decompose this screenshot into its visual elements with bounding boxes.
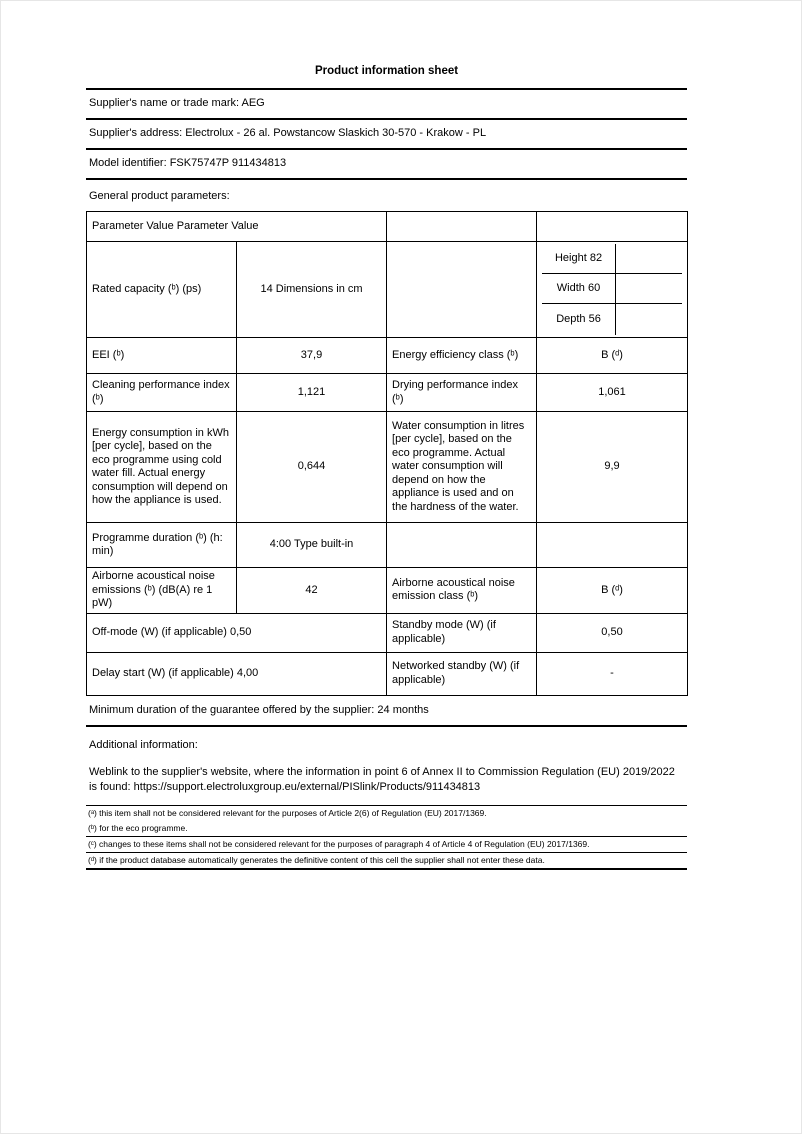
energy-class-value-cell: B (ᵈ) (537, 338, 688, 374)
water-consumption-value-cell: 9,9 (537, 412, 688, 523)
energy-consumption-value-cell: 0,644 (237, 412, 387, 523)
supplier-name-line: Supplier's name or trade mark: AEG (89, 97, 265, 109)
standby-mode-label-cell: Standby mode (W) (if applicable) (387, 613, 537, 652)
noise-emissions-value-cell: 42 (237, 568, 387, 614)
drying-index-label-cell: Drying performance index (ᵇ) (387, 374, 537, 412)
guarantee-line: Minimum duration of the guarantee offered by the supplier: 24 months (89, 703, 429, 716)
rated-capacity-row (87, 242, 688, 338)
rated-capacity-value-cell: 14 Dimensions in cm (237, 242, 387, 338)
programme-duration-value-cell: 4:00 Type built-in (237, 523, 387, 568)
general-parameters-table (86, 211, 688, 696)
supplier-address-line: Supplier's address: Electrolux - 26 al. Powstancow Slaskich 30-570 - Krakow - PL (89, 127, 487, 139)
off-mode-label-cell: Off-mode (W) (if applicable) 0,50 (87, 613, 387, 652)
eei-label-cell: EEI (ᵇ) (87, 338, 237, 374)
eei-value-cell: 37,9 (237, 338, 387, 374)
document-content (86, 1, 687, 870)
noise-class-label-cell: Airborne acoustical noise emission class (ᵇ) (387, 568, 537, 614)
programme-duration-label-cell: Programme duration (ᵇ) (h: min) (87, 523, 237, 568)
empty-cell (537, 212, 688, 242)
model-identifier-line: Model identifier: FSK75747P 911434813 (89, 157, 287, 169)
cleaning-index-row (87, 374, 688, 412)
table-header-row (87, 212, 688, 242)
cleaning-index-value-cell: 1,121 (237, 374, 387, 412)
dimension-width-label: Width 60 (542, 274, 616, 303)
general-parameters-heading: General product parameters: (89, 190, 230, 202)
empty-cell (387, 242, 537, 338)
additional-information-heading: Additional information: (89, 738, 198, 751)
water-consumption-label-cell: Water consumption in litres [per cycle], based on the eco programme. Actual water consumption will depend on how the appliance is used and on the hardness of the water. (387, 412, 537, 523)
networked-standby-value-cell: - (537, 652, 688, 695)
empty-cell (387, 212, 537, 242)
dimension-row-width (542, 274, 682, 304)
dimensions-cell (537, 242, 688, 338)
delay-start-label-cell: Delay start (W) (if applicable) 4,00 (87, 652, 387, 695)
noise-emissions-row (87, 568, 688, 614)
divider (86, 868, 687, 870)
standby-mode-value-cell: 0,50 (537, 613, 688, 652)
noise-emissions-label-cell: Airborne acoustical noise emissions (ᵇ) (dB(A) re 1 pW) (87, 568, 237, 614)
empty-cell (537, 523, 688, 568)
programme-duration-row (87, 523, 688, 568)
table-header-cell: Parameter Value Parameter Value (87, 212, 387, 242)
cleaning-index-label-cell: Cleaning performance index (ᵇ) (87, 374, 237, 412)
noise-class-value-cell: B (ᵈ) (537, 568, 688, 614)
off-mode-row (87, 613, 688, 652)
dimension-height-value (616, 244, 682, 273)
document-title: Product information sheet (314, 65, 459, 77)
dimension-width-value (616, 274, 682, 303)
empty-cell (387, 523, 537, 568)
energy-consumption-label-cell: Energy consumption in kWh [per cycle], based on the eco programme using cold water fill. Actual energy consumption will depend on how the appliance is used. (87, 412, 237, 523)
dimension-depth-label: Depth 56 (542, 304, 616, 335)
energy-consumption-row (87, 412, 688, 523)
dimension-row-height (542, 244, 682, 274)
eei-row (87, 338, 688, 374)
footnotes-section (86, 806, 687, 868)
weblink-paragraph (89, 765, 684, 795)
footnote-d: (ᵈ) if the product database automatically generates the definitive content of this cell the supplier shall not enter these data. (88, 854, 545, 865)
weblink-intro-text: Weblink to the supplier's website, where the information in point 6 of Annex II to Commission Regulation (EU) 2019/2022 is found: (89, 765, 675, 793)
drying-index-value-cell: 1,061 (537, 374, 688, 412)
footnote-a: (ᵃ) this item shall not be considered relevant for the purposes of Article 2(6) of Regulation (EU) 2017/1369. (88, 807, 487, 818)
rated-capacity-label-cell: Rated capacity (ᵇ) (ps) (87, 242, 237, 338)
dimension-row-depth (542, 304, 682, 335)
footnote-b: (ᵇ) for the eco programme. (88, 822, 188, 833)
footnote-c: (ᶜ) changes to these items shall not be considered relevant for the purposes of paragraph 4 of Article 4 of Regulation (EU) 2017/1369. (88, 838, 590, 849)
delay-start-row (87, 652, 688, 695)
networked-standby-label-cell: Networked standby (W) (if applicable) (387, 652, 537, 695)
weblink-url[interactable]: https://support.electroluxgroup.eu/external/PISlink/Products/911434813 (133, 780, 481, 793)
dimension-height-label: Height 82 (542, 244, 616, 273)
energy-class-label-cell: Energy efficiency class (ᵇ) (387, 338, 537, 374)
dimension-depth-value (616, 304, 682, 335)
